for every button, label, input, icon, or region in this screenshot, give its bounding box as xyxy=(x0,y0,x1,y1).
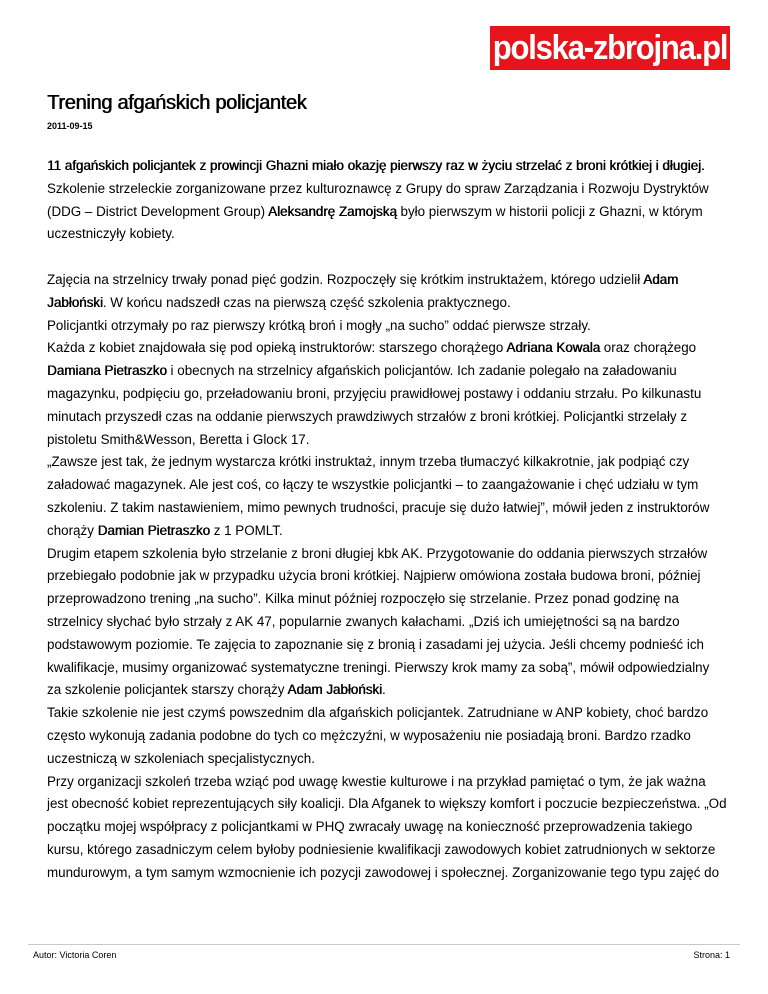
person-name: Adam Jabłoński xyxy=(287,682,382,698)
paragraph xyxy=(47,337,727,451)
paragraph xyxy=(47,543,727,703)
text-segment: Zajęcia na strzelnicy trwały ponad pięć godzin. Rozpoczęły się krótkim instruktażem, którego udzielił xyxy=(47,271,644,287)
footer-divider xyxy=(28,944,740,945)
text-segment: Każda z kobiet znajdowała się pod opieką instruktorów: starszego chorążego xyxy=(47,340,507,356)
footer-page-number: Strona: 1 xyxy=(693,950,730,960)
paragraph xyxy=(47,269,727,315)
text-segment: . xyxy=(381,682,386,698)
footer-author: Autor: Victoria Coren xyxy=(33,950,117,960)
person-name: Damian Pietraszko xyxy=(97,522,210,538)
site-logo[interactable] xyxy=(490,26,730,70)
paragraph xyxy=(47,451,727,542)
text-segment: . W końcu nadszedł czas na pierwszą część szkolenia praktycznego. xyxy=(102,294,511,310)
article-title: Trening afgańskich policjantek xyxy=(47,92,307,114)
text-segment: i obecnych na strzelnicy afgańskich policjantów. Ich zadanie polegało na załadowaniu magazynku, podpięciu go, przeładowaniu broni, przyjęciu prawidłowej postawy i oddaniu strzału. Po kilkunastu minutach przyszedł czas na oddanie pierwszych prawdziwych strzałów z broni krótkiej. Policjantki strzelały z pistoletu Smith&Wesson, Beretta i Glock 17. xyxy=(47,363,702,447)
text-segment: „Zawsze jest tak, że jednym wystarcza krótki instruktaż, innym trzeba tłumaczyć kilkakrotnie, jak podpiąć czy załadować magazynek. Ale jest coś, co łączy te wszystkie policjantki – to zaangażowanie i chęć udziału w tym szkoleniu. Z takim nastawieniem, mimo pewnych trudności, pracuje się dużo łatwiej”, mówił jeden z instruktorów chorąży xyxy=(47,454,710,538)
text-segment: oraz chorążego xyxy=(600,340,697,356)
paragraph xyxy=(47,178,727,246)
text-segment: było pierwszym w historii policji z Ghazni, w którym uczestniczyły kobiety. xyxy=(47,203,703,242)
article-lead: 11 afgańskich policjantek z prowincji Ghazni miało okazję pierwszy raz w życiu strzelać z broni krótkiej i długiej. xyxy=(47,158,705,173)
text-segment: z 1 POMLT. xyxy=(210,522,283,538)
text-segment: Drugim etapem szkolenia było strzelanie z broni długiej kbk AK. Przygotowanie do oddania pierwszych strzałów przebiegało podobnie jak w przypadku użycia broni krótkiej. Najpierw omówiona została budowa broni, później przeprowadzono trening „na sucho”. Kilka minut później rozpoczęło się strzelanie. Przez ponad godzinę na strzelnicy słychać było strzały z AK 47, popularnie zwanych kałachami. „Dziś ich umiejętności są na bardzo podstawowym poziomie. Te zajęcia to zapoznanie się z bronią i zasadami jej użycia. Jeśli chcemy podnieść ich kwalifikacje, musimy organizować systematyczne treningi. Pierwszy krok mamy za sobą”, mówił odpowiedzialny za szkolenie policjantek starszy chorąży xyxy=(47,545,710,698)
person-name: Aleksandrę Zamojską xyxy=(268,203,397,219)
person-name: Adam Jabłoński xyxy=(47,271,679,310)
paragraph: Przy organizacji szkoleń trzeba wziąć pod uwagę kwestie kulturowe i na przykład pamiętać o tym, że jak ważna jest obecność kobiet reprezentujących siły koalicji. Dla Afganek to większy komfort i poczucie bezpieczeństwa. „Od początku mojej współpracy z policjantkami w PHQ zwracały uwagę na konieczność przeprowadzenia takiego kursu, którego zasadniczym celem byłoby podniesienie kwalifikacji zawodowych kobiet zatrudnionych w sektorze mundurowym, a tym samym wzmocnienie ich pozycji zawodowej i społecznej. Zorganizowanie tego typu zajęć do xyxy=(47,773,727,880)
text-segment: Szkolenie strzeleckie zorganizowane przez kulturoznawcę z Grupy do spraw Zarządzania i Rozwoju Dystryktów (DDG – District Development Group) xyxy=(47,180,709,219)
paragraph: Takie szkolenie nie jest czymś powszednim dla afgańskich policjantek. Zatrudniane w ANP kobiety, choć bardzo często wykonują zadania podobne do tych co mężczyźni, w wyposażeniu nie posiadają broni. Bardzo rzadko uczestniczą w szkoleniach specjalistycznych. xyxy=(47,705,709,766)
site-logo-text: polska-zbrojna.pl xyxy=(492,27,728,68)
paragraph-gap xyxy=(47,246,727,269)
person-name: Adriana Kowala xyxy=(506,340,601,356)
article-body xyxy=(47,155,727,885)
person-name: Damiana Pietraszko xyxy=(47,363,167,379)
article-date: 2011-09-15 xyxy=(47,121,93,131)
paragraph: Policjantki otrzymały po raz pierwszy krótką broń i mogły „na sucho” oddać pierwsze strzały. xyxy=(47,317,591,333)
